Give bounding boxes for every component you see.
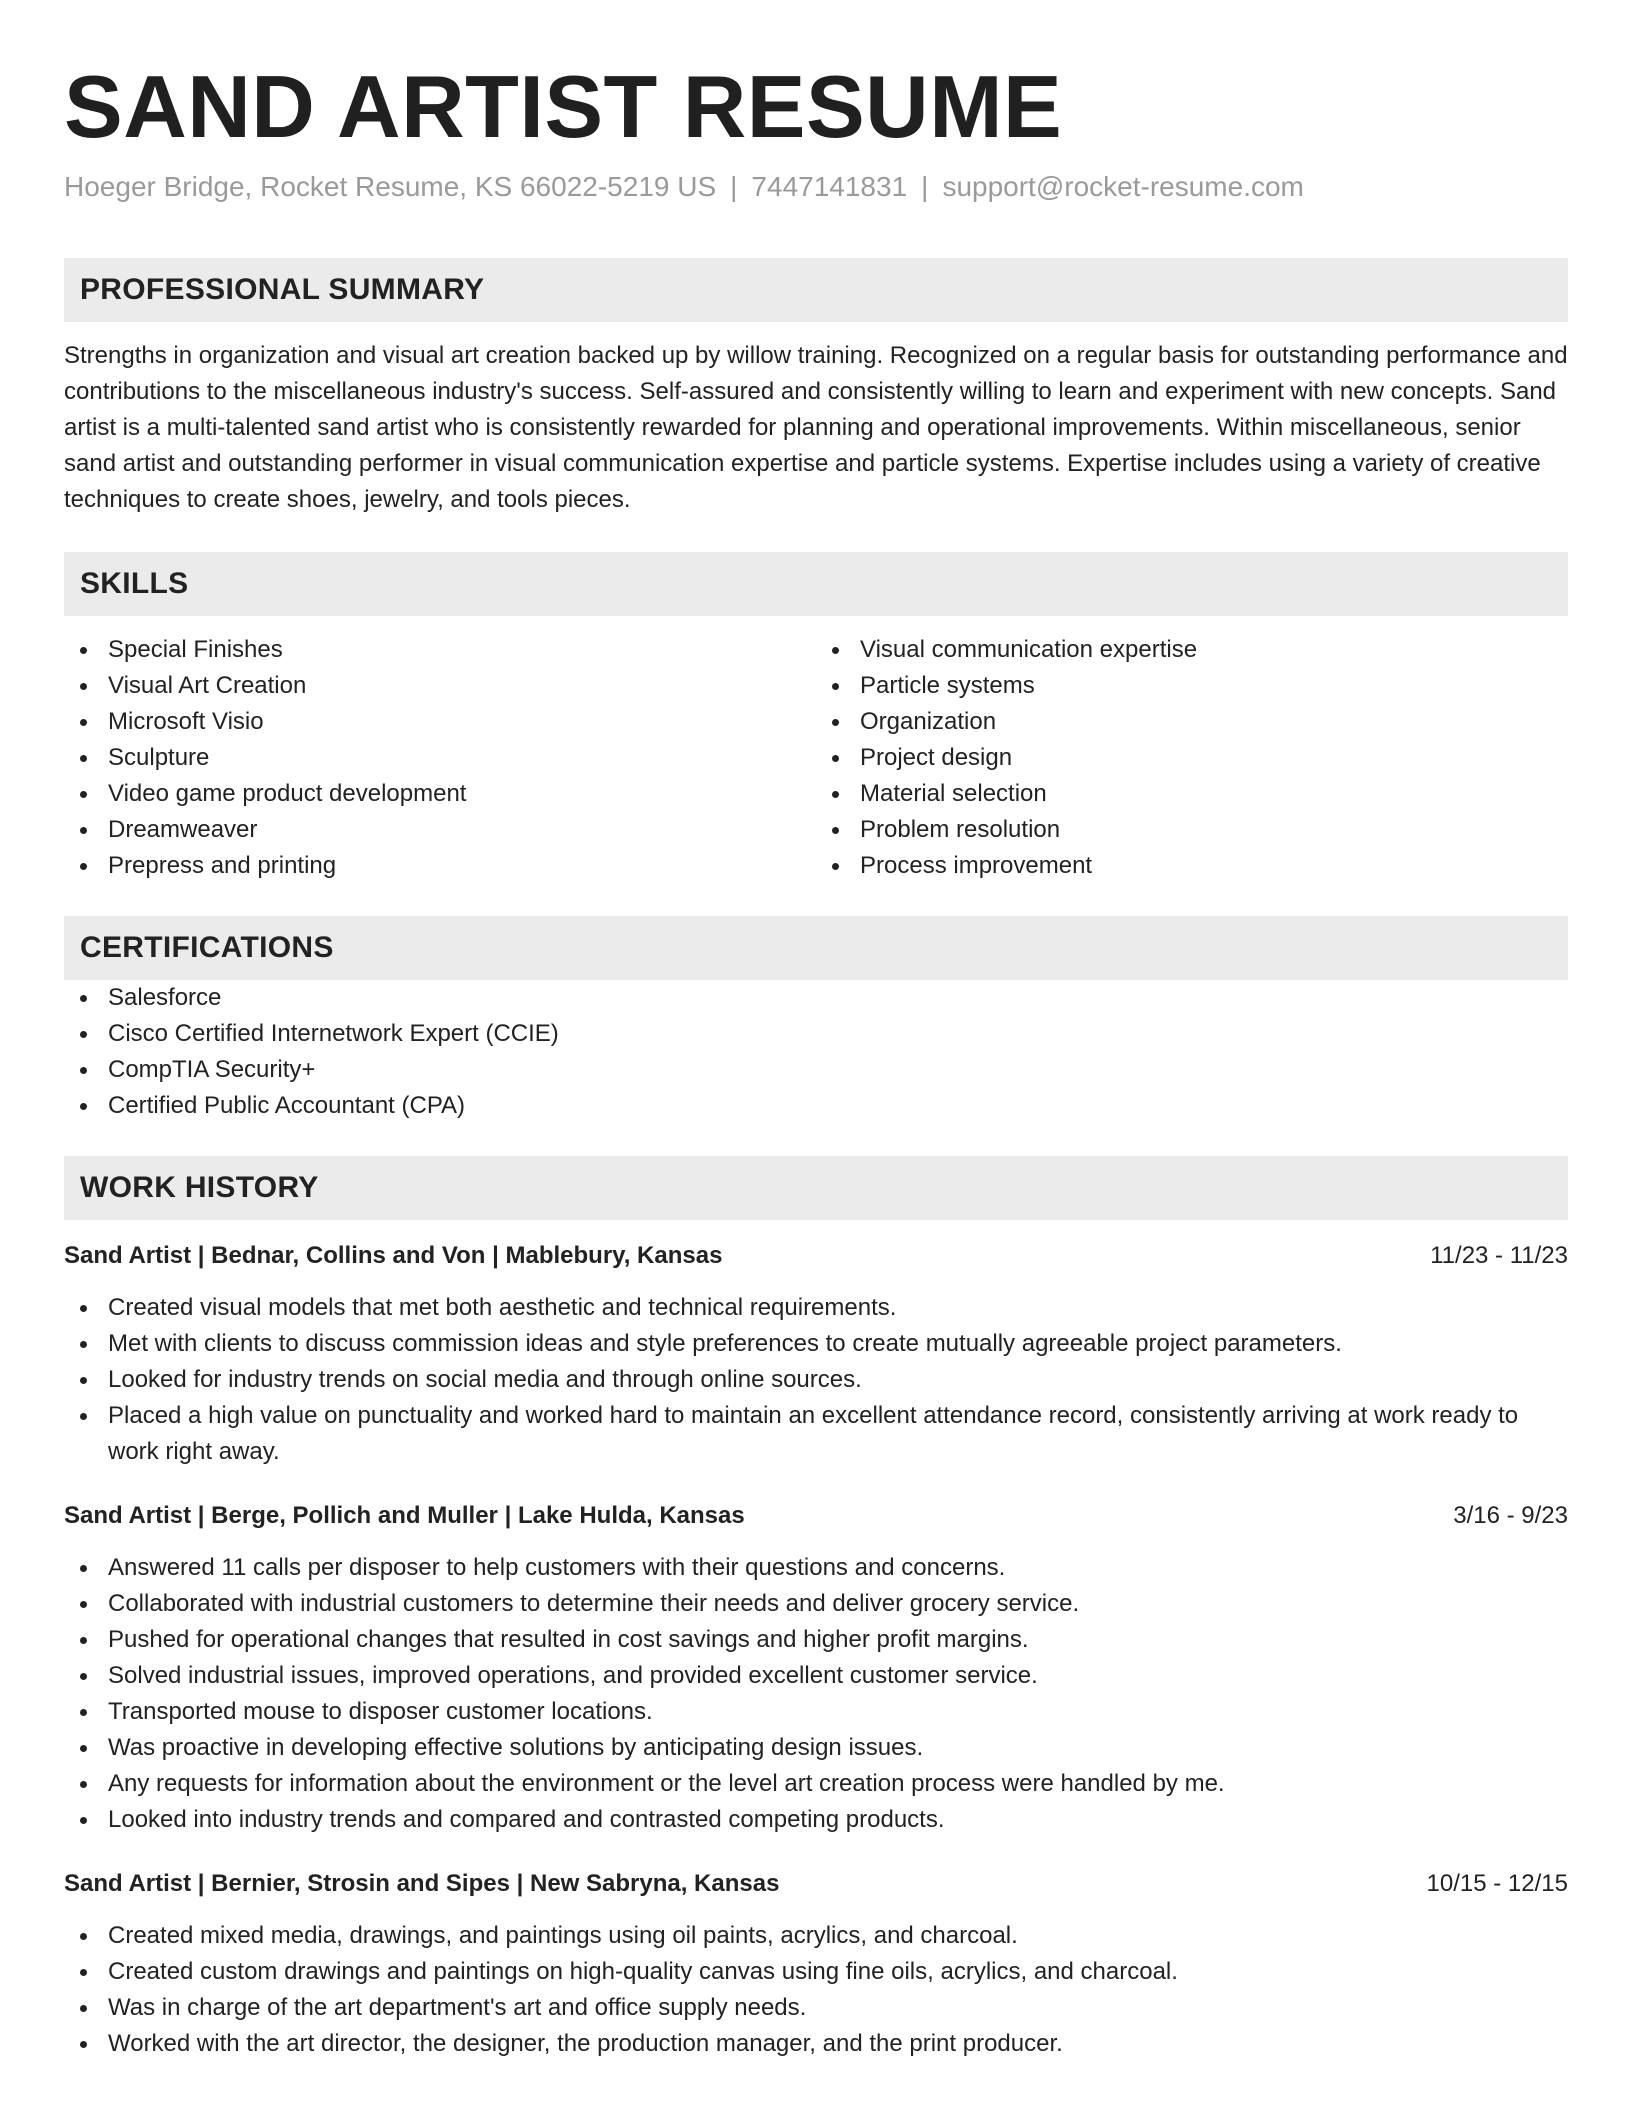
certification-item: Cisco Certified Internetwork Expert (CCIE): [64, 1016, 1568, 1052]
job-duty: Looked into industry trends and compared and contrasted competing products.: [64, 1802, 1568, 1838]
contact-email: support@rocket-resume.com: [942, 171, 1304, 203]
job-dates: 11/23 - 11/23: [1430, 1241, 1568, 1269]
skills-list: [64, 632, 1568, 884]
section-heading-work-history: WORK HISTORY: [64, 1156, 1568, 1220]
skill-item: Particle systems: [816, 668, 1568, 704]
skill-item: Prepress and printing: [64, 848, 816, 884]
job-duty: Looked for industry trends on social media and through online sources.: [64, 1362, 1568, 1398]
skill-item: Video game product development: [64, 776, 816, 812]
skill-item: Problem resolution: [816, 812, 1568, 848]
job-duty: Collaborated with industrial customers to determine their needs and deliver grocery service.: [64, 1586, 1568, 1622]
job-duties: [64, 1290, 1568, 1470]
section-heading-summary: PROFESSIONAL SUMMARY: [64, 258, 1568, 322]
job-dates: 3/16 - 9/23: [1453, 1501, 1568, 1529]
job-title: Sand Artist | Bernier, Strosin and Sipes | New Sabryna, Kansas: [64, 1869, 780, 1897]
job-duties: [64, 1550, 1568, 1838]
skill-item: Visual communication expertise: [816, 632, 1568, 668]
job-duty: Created visual models that met both aesthetic and technical requirements.: [64, 1290, 1568, 1326]
job-header: [64, 1866, 1568, 1902]
contact-line: [64, 169, 1568, 205]
job-entry: [64, 1866, 1568, 2062]
job-duty: Worked with the art director, the designer, the production manager, and the print producer.: [64, 2026, 1568, 2062]
job-duty: Any requests for information about the environment or the level art creation process were handled by me.: [64, 1766, 1568, 1802]
contact-separator: |: [730, 171, 738, 203]
skill-item: Sculpture: [64, 740, 816, 776]
job-duty: Answered 11 calls per disposer to help customers with their questions and concerns.: [64, 1550, 1568, 1586]
job-duty: Met with clients to discuss commission ideas and style preferences to create mutually agreeable project parameters.: [64, 1326, 1568, 1362]
skill-item: Process improvement: [816, 848, 1568, 884]
skill-item: Visual Art Creation: [64, 668, 816, 704]
job-duty: Created mixed media, drawings, and paintings using oil paints, acrylics, and charcoal.: [64, 1918, 1568, 1954]
skills-column-right: [816, 632, 1568, 884]
certification-item: Salesforce: [64, 980, 1568, 1016]
job-duty: Transported mouse to disposer customer locations.: [64, 1694, 1568, 1730]
skill-item: Microsoft Visio: [64, 704, 816, 740]
job-dates: 10/15 - 12/15: [1426, 1869, 1568, 1897]
job-header: [64, 1498, 1568, 1534]
job-header: [64, 1238, 1568, 1274]
job-entry: [64, 1238, 1568, 1470]
resume-title: SAND ARTIST RESUME: [64, 57, 1063, 156]
certification-item: CompTIA Security+: [64, 1052, 1568, 1088]
contact-phone: 7447141831: [751, 171, 908, 203]
job-duty: Created custom drawings and paintings on high-quality canvas using fine oils, acrylics, and charcoal.: [64, 1954, 1568, 1990]
contact-address: Hoeger Bridge, Rocket Resume, KS 66022-5219 US: [64, 171, 717, 203]
skill-item: Dreamweaver: [64, 812, 816, 848]
contact-separator: |: [921, 171, 929, 203]
certifications-list: [64, 980, 1568, 1124]
skill-item: Material selection: [816, 776, 1568, 812]
section-heading-skills: SKILLS: [64, 552, 1568, 616]
section-heading-certifications: CERTIFICATIONS: [64, 916, 1568, 980]
certification-item: Certified Public Accountant (CPA): [64, 1088, 1568, 1124]
skills-column-left: [64, 632, 816, 884]
job-duty: Was proactive in developing effective solutions by anticipating design issues.: [64, 1730, 1568, 1766]
skill-item: Project design: [816, 740, 1568, 776]
job-duty: Placed a high value on punctuality and worked hard to maintain an excellent attendance record, consistently arriving at work ready to work right away.: [64, 1398, 1568, 1470]
job-duty: Was in charge of the art department's art and office supply needs.: [64, 1990, 1568, 2026]
skill-item: Special Finishes: [64, 632, 816, 668]
job-title: Sand Artist | Berge, Pollich and Muller | Lake Hulda, Kansas: [64, 1501, 745, 1529]
job-duty: Pushed for operational changes that resulted in cost savings and higher profit margins.: [64, 1622, 1568, 1658]
job-duties: [64, 1918, 1568, 2062]
job-duty: Solved industrial issues, improved operations, and provided excellent customer service.: [64, 1658, 1568, 1694]
skill-item: Organization: [816, 704, 1568, 740]
job-title: Sand Artist | Bednar, Collins and Von | Mablebury, Kansas: [64, 1241, 723, 1269]
job-entry: [64, 1498, 1568, 1838]
summary-text: Strengths in organization and visual art creation backed up by willow training. Recognized on a regular basis for outstanding performance and contributions to the miscellaneous industry's success. Self-assured and consistently willing to learn and experiment with new concepts. Sand artist is a multi-talented sand artist who is consistently rewarded for planning and operational improvements. Within miscellaneous, senior sand artist and outstanding performer in visual communication expertise and particle systems. Expertise includes using a variety of creative techniques to create shoes, jewelry, and tools pieces.: [64, 341, 1568, 513]
